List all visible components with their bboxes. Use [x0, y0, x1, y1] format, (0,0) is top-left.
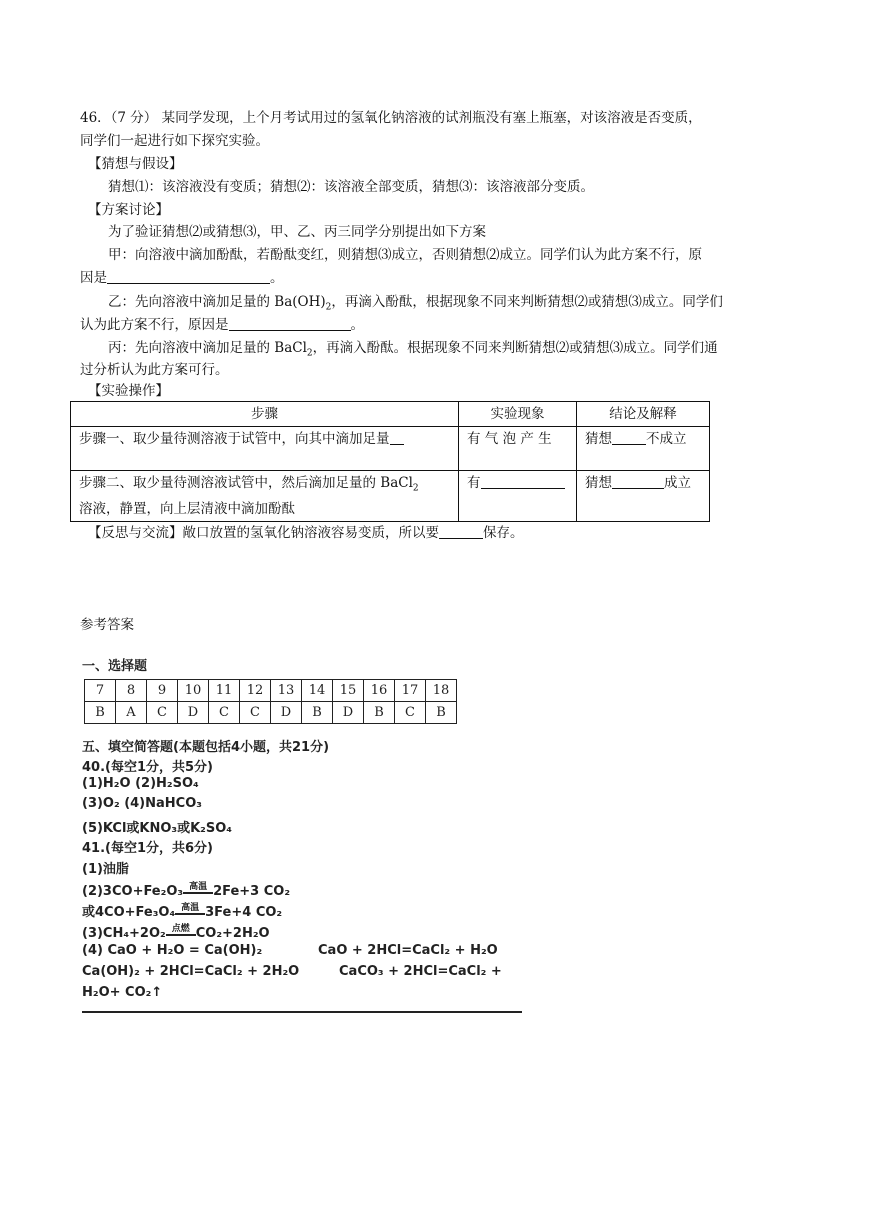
- answer-key-image: [82, 655, 522, 1017]
- step-two-conclusion: [577, 471, 710, 522]
- answer-blank-jia-reason[interactable]: [107, 269, 270, 284]
- answer-blank-yi-reason[interactable]: [229, 316, 351, 331]
- answer-blank-storage[interactable]: [439, 524, 483, 539]
- equation-part: 或4CO+Fe₃O₄: [82, 905, 176, 920]
- plan-yi-text-a: 乙：先向溶液中滴加足量的 Ba(OH): [108, 294, 326, 310]
- question-number: 11: [209, 680, 240, 702]
- answer-40-heading: 40.(每空1分，共5分): [82, 760, 214, 775]
- plan-yi-subscript: 2: [325, 302, 332, 313]
- answer-41-line7: H₂O+ CO₂↑: [82, 985, 163, 1000]
- step-one-text: 步骤一、取少量待测溶液于试管中，向其中滴加足量: [79, 431, 390, 447]
- answer-letter: C: [240, 702, 271, 724]
- answer-blank-step-two-phenomenon[interactable]: [481, 474, 565, 489]
- step-one-cell: [71, 427, 459, 471]
- conclusion-label: 猜想: [585, 475, 612, 491]
- answer-letter: C: [147, 702, 178, 724]
- answer-letter: D: [333, 702, 364, 724]
- hypothesis-text: 猜想⑴：该溶液没有变质；猜想⑵：该溶液全部变质，猜想⑶：该溶液部分变质。: [108, 179, 594, 195]
- reflection-end: 保存。: [483, 525, 524, 541]
- answer-letter: B: [302, 702, 333, 724]
- answer-letter: C: [395, 702, 426, 724]
- choice-section-heading: 一、选择题: [82, 659, 148, 674]
- answer-41-line5b: CaO + 2HCl=CaCl₂ + H₂O: [318, 943, 498, 958]
- question-number: 10: [178, 680, 209, 702]
- operation-heading: 【实验操作】: [88, 383, 169, 399]
- plan-intro: 为了验证猜想⑵或猜想⑶，甲、乙、丙三同学分别提出如下方案: [108, 224, 486, 240]
- header-step: 步骤: [71, 402, 459, 427]
- step-one-phenomenon: 有 气 泡 产 生: [459, 427, 577, 471]
- equation-part: 2Fe+3 CO₂: [213, 884, 291, 899]
- question-stem-line1: 46．（7 分） 某同学发现，上个月考试用过的氢氧化钠溶液的试剂瓶没有塞上瓶塞，对该溶液是否变质，: [80, 110, 702, 126]
- question-number: 12: [240, 680, 271, 702]
- plan-bing-text-a: 丙：先向溶液中滴加足量的 BaCl: [108, 340, 307, 356]
- answer-41-line6b: CaCO₃ + 2HCl=CaCl₂ +: [339, 964, 502, 979]
- plan-yi-text-b: ，再滴入酚酞，根据现象不同来判断猜想⑵或猜想⑶成立。同学们: [331, 294, 723, 310]
- question-number: 16: [364, 680, 395, 702]
- answer-41-line1: (1)油脂: [82, 862, 129, 877]
- equation-part: (2)3CO+Fe₂O₃: [82, 884, 184, 899]
- question-number: 9: [147, 680, 178, 702]
- reflection-text: 【反思与交流】敞口放置的氢氧化钠溶液容易变质，所以要: [88, 525, 439, 541]
- answer-letter: C: [209, 702, 240, 724]
- header-phenomenon: 实验现象: [459, 402, 577, 427]
- conclusion-label: 猜想: [585, 431, 612, 447]
- answer-letter: D: [271, 702, 302, 724]
- phenomenon-prefix: 有: [467, 475, 481, 491]
- question-number: 17: [395, 680, 426, 702]
- question-number: 8: [116, 680, 147, 702]
- plan-jia-line1: 甲：向溶液中滴加酚酞，若酚酞变红，则猜想⑶成立，否则猜想⑵成立。同学们认为此方案不行，原: [108, 247, 702, 263]
- reaction-condition: 点燃: [166, 921, 196, 936]
- answer-blank-step-one-reagent[interactable]: [390, 430, 404, 445]
- fill-section-heading: 五、填空简答题(本题包括4小题，共21分): [82, 740, 330, 755]
- plan-jia-end: 。: [270, 270, 284, 286]
- reaction-condition: 高温: [183, 879, 213, 894]
- question-number: 18: [426, 680, 457, 702]
- answer-letter: A: [116, 702, 147, 724]
- table-row: [71, 427, 710, 471]
- answer-key-bottom-rule: [82, 1011, 522, 1013]
- step-one-conclusion: [577, 427, 710, 471]
- plan-bing-line2: 过分析认为此方案可行。: [80, 362, 229, 378]
- answer-41-line4: [82, 921, 270, 941]
- answer-40-line2: (3)O₂ (4)NaHCO₃: [82, 796, 202, 811]
- step-two-text-a: 步骤二、取少量待测溶液试管中，然后滴加足量的 BaCl: [79, 475, 413, 491]
- answer-letter: B: [85, 702, 116, 724]
- step-two-cell: [71, 471, 459, 522]
- plan-bing-subscript: 2: [306, 348, 313, 359]
- plan-yi-line2: [80, 315, 364, 335]
- question-number: 15: [333, 680, 364, 702]
- hypothesis-heading: 【猜想与假设】: [88, 156, 183, 172]
- equation-part: (3)CH₄+2O₂: [82, 926, 166, 941]
- conclusion-suffix: 不成立: [646, 431, 687, 447]
- plan-yi-reason-label: 认为此方案不行，原因是: [80, 317, 229, 333]
- equation-part: CO₂+2H₂O: [195, 926, 270, 941]
- answer-41-line6a: Ca(OH)₂ + 2HCl=CaCl₂ + 2H₂O: [82, 964, 300, 979]
- answer-41-heading: 41.(每空1分，共6分): [82, 841, 214, 856]
- experiment-table: [70, 401, 710, 522]
- table-row: [85, 702, 457, 724]
- table-row: [71, 471, 710, 522]
- answer-key-title: 参考答案: [80, 617, 134, 633]
- step-two-subscript: 2: [412, 483, 419, 494]
- question-number: 13: [271, 680, 302, 702]
- plan-yi-end: 。: [350, 317, 364, 333]
- answer-41-line2: [82, 879, 290, 899]
- reflection-line: [88, 523, 524, 543]
- plan-jia-reason-label: 因是: [80, 270, 107, 286]
- answer-blank-step-one-hypothesis[interactable]: [612, 430, 646, 445]
- question-number: 14: [302, 680, 333, 702]
- choice-answer-table: [84, 679, 457, 724]
- plan-heading: 【方案讨论】: [88, 202, 169, 218]
- answer-40-line3: (5)KCl或KNO₃或K₂SO₄: [82, 821, 232, 836]
- answer-40-line1: (1)H₂O (2)H₂SO₄: [82, 776, 199, 791]
- answer-letter: D: [178, 702, 209, 724]
- table-row: [85, 680, 457, 702]
- step-two-phenomenon: [459, 471, 577, 522]
- step-two-text-b: 溶液，静置，向上层清液中滴加酚酞: [79, 500, 295, 517]
- plan-yi-line1: [108, 292, 723, 318]
- plan-jia-line2: [80, 268, 284, 288]
- question-stem-line2: 同学们一起进行如下探究实验。: [80, 133, 269, 149]
- answer-41-line3: [82, 900, 282, 920]
- conclusion-suffix: 成立: [664, 475, 691, 491]
- plan-bing-text-b: ，再滴入酚酞。根据现象不同来判断猜想⑵或猜想⑶成立。同学们通: [312, 340, 718, 356]
- reaction-condition: 高温: [175, 900, 205, 915]
- header-conclusion: 结论及解释: [577, 402, 710, 427]
- equation-part: 3Fe+4 CO₂: [205, 905, 283, 920]
- table-header-row: [71, 402, 710, 427]
- question-number: 7: [85, 680, 116, 702]
- answer-41-line5a: (4) CaO + H₂O = Ca(OH)₂: [82, 943, 263, 958]
- answer-letter: B: [426, 702, 457, 724]
- answer-blank-step-two-hypothesis[interactable]: [612, 474, 664, 489]
- answer-letter: B: [364, 702, 395, 724]
